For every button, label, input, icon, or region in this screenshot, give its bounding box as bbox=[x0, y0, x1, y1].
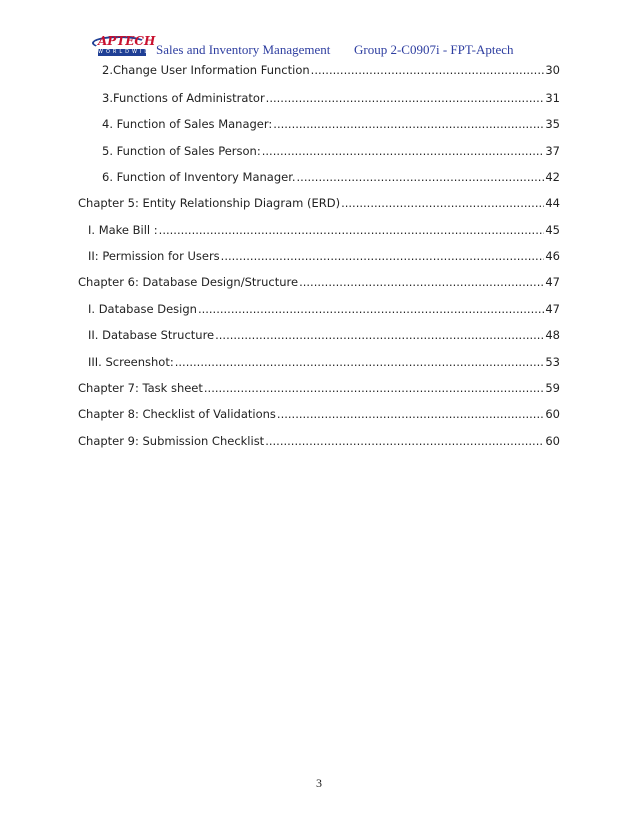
toc-entry[interactable] bbox=[88, 302, 560, 316]
toc-entry[interactable] bbox=[88, 223, 560, 237]
logo-subtext: WORLDWIDE bbox=[98, 49, 158, 55]
toc-entry-page: 42 bbox=[545, 170, 560, 184]
toc-entry[interactable] bbox=[88, 355, 560, 369]
toc-entry-label: 3.Functions of Administrator bbox=[102, 91, 265, 105]
toc-entry-page: 31 bbox=[545, 91, 560, 105]
document-title: Sales and Inventory Management bbox=[156, 42, 331, 57]
toc-entry-label: 5. Function of Sales Person: bbox=[102, 144, 261, 158]
page-number: 3 bbox=[316, 776, 322, 790]
toc-entry-label: 4. Function of Sales Manager: bbox=[102, 117, 273, 131]
toc-leader-dots bbox=[198, 302, 544, 316]
toc-entry-label: Chapter 8: Checklist of Validations bbox=[78, 407, 276, 421]
toc-leader-dots bbox=[215, 328, 544, 342]
toc-entry-page: 48 bbox=[545, 328, 560, 342]
aptech-logo bbox=[92, 34, 158, 58]
toc-entry-page: 59 bbox=[545, 381, 560, 395]
toc-entry-label: 2.Change User Information Function bbox=[102, 63, 310, 77]
toc-entry[interactable] bbox=[78, 407, 560, 421]
toc-leader-dots bbox=[341, 196, 544, 210]
toc-leader-dots bbox=[221, 249, 545, 263]
toc-leader-dots bbox=[159, 223, 545, 237]
toc-entry[interactable] bbox=[88, 328, 560, 342]
toc-entry-page: 60 bbox=[545, 407, 560, 421]
toc-entry[interactable] bbox=[102, 117, 560, 131]
toc-entry-page: 37 bbox=[545, 144, 560, 158]
toc-entry-page: 30 bbox=[545, 63, 560, 77]
toc-entry-label: Chapter 6: Database Design/Structure bbox=[78, 275, 299, 289]
toc-leader-dots bbox=[204, 381, 544, 395]
toc-entry[interactable] bbox=[102, 144, 560, 158]
toc-leader-dots bbox=[277, 407, 544, 421]
toc-leader-dots bbox=[265, 434, 544, 448]
logo-text: APTECH bbox=[98, 34, 156, 48]
toc-leader-dots bbox=[299, 275, 544, 289]
toc-entry[interactable] bbox=[102, 63, 560, 77]
toc-entry-page: 35 bbox=[545, 117, 560, 131]
toc-entry[interactable] bbox=[102, 170, 560, 184]
toc-entry[interactable] bbox=[78, 434, 560, 448]
toc-entry-label: Chapter 5: Entity Relationship Diagram (ERD) bbox=[78, 196, 341, 210]
toc-entry-label: Chapter 7: Task sheet bbox=[78, 381, 203, 395]
toc-entry-page: 46 bbox=[545, 249, 560, 263]
toc-entry-page: 45 bbox=[545, 223, 560, 237]
toc-leader-dots bbox=[262, 144, 545, 158]
toc-entry-page: 47 bbox=[545, 302, 560, 316]
toc-entry[interactable] bbox=[102, 91, 560, 105]
group-label: Group 2-C0907i - FPT-Aptech bbox=[354, 42, 514, 57]
toc-entry[interactable] bbox=[78, 381, 560, 395]
toc-entry-label: Chapter 9: Submission Checklist bbox=[78, 434, 265, 448]
toc-entry[interactable] bbox=[78, 196, 560, 210]
toc-entry-page: 60 bbox=[545, 434, 560, 448]
toc-leader-dots bbox=[297, 170, 545, 184]
toc-entry-label: III. Screenshot: bbox=[88, 355, 174, 369]
toc-leader-dots bbox=[266, 91, 545, 105]
toc-entry-page: 53 bbox=[545, 355, 560, 369]
toc-leader-dots bbox=[273, 117, 544, 131]
toc-entry-label: II. Database Structure bbox=[88, 328, 215, 342]
toc-entry-page: 47 bbox=[545, 275, 560, 289]
toc-entry-label: 6. Function of Inventory Manager. bbox=[102, 170, 296, 184]
toc-leader-dots bbox=[175, 355, 545, 369]
toc-entry-label: I. Database Design bbox=[88, 302, 197, 316]
toc-entry-page: 44 bbox=[545, 196, 560, 210]
toc-entry-label: I. Make Bill : bbox=[88, 223, 158, 237]
page-header bbox=[92, 34, 552, 64]
toc-entry[interactable] bbox=[88, 249, 560, 263]
toc-entry-label: II: Permission for Users bbox=[88, 249, 220, 263]
toc-entry[interactable] bbox=[78, 275, 560, 289]
toc-leader-dots bbox=[311, 63, 545, 77]
